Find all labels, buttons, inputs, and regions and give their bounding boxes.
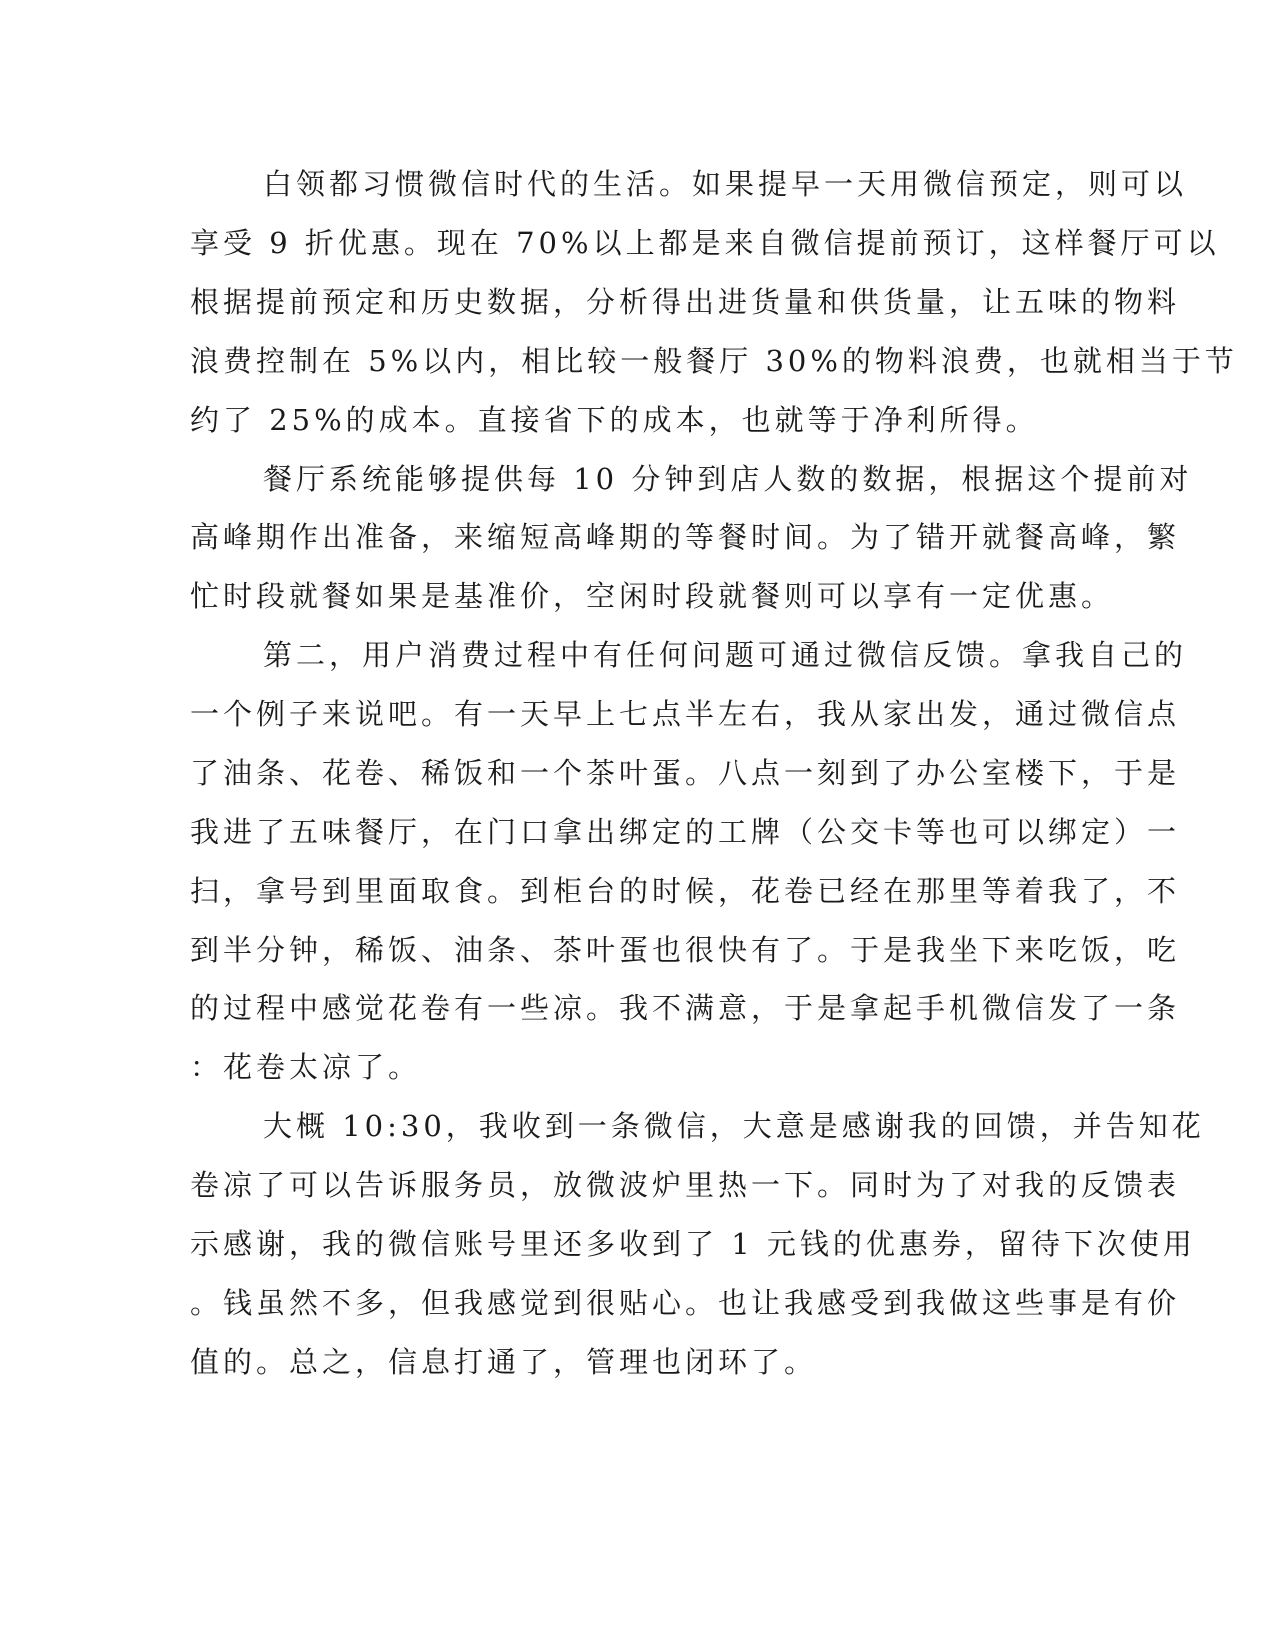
paragraph-line: 根据提前预定和历史数据，分析得出进货量和供货量，让五味的物料 xyxy=(190,285,1181,319)
paragraph-line: 卷凉了可以告诉服务员，放微波炉里热一下。同时为了对我的反馈表 xyxy=(190,1168,1181,1202)
paragraph-line: 大概 10:30，我收到一条微信，大意是感谢我的回馈，并告知花 xyxy=(263,1109,1205,1143)
paragraph-line: 忙时段就餐如果是基准价，空闲时段就餐则可以享有一定优惠。 xyxy=(190,579,1115,613)
paragraph-line: 约了 25%的成本。直接省下的成本，也就等于净利所得。 xyxy=(190,403,1039,437)
paragraph-line: 。钱虽然不多，但我感觉到很贴心。也让我感受到我做这些事是有价 xyxy=(190,1286,1181,1320)
paragraph-line: 的过程中感觉花卷有一些凉。我不满意，于是拿起手机微信发了一条 xyxy=(190,991,1181,1025)
paragraph-line: ：花卷太凉了。 xyxy=(190,1050,422,1084)
paragraph-line: 了油条、花卷、稀饭和一个茶叶蛋。八点一刻到了办公室楼下，于是 xyxy=(190,756,1181,790)
paragraph-line: 扫，拿号到里面取食。到柜台的时候，花卷已经在那里等着我了，不 xyxy=(190,874,1181,908)
paragraph-line: 我进了五味餐厅，在门口拿出绑定的工牌（公交卡等也可以绑定）一 xyxy=(190,815,1181,849)
paragraph-line: 高峰期作出准备，来缩短高峰期的等餐时间。为了错开就餐高峰，繁 xyxy=(190,520,1181,554)
paragraph-line: 第二，用户消费过程中有任何问题可通过微信反馈。拿我自己的 xyxy=(263,638,1188,672)
paragraph-line: 白领都习惯微信时代的生活。如果提早一天用微信预定，则可以 xyxy=(263,167,1188,201)
paragraph-line: 示感谢，我的微信账号里还多收到了 1 元钱的优惠券，留待下次使用 xyxy=(190,1227,1196,1261)
paragraph-line: 到半分钟，稀饭、油条、茶叶蛋也很快有了。于是我坐下来吃饭，吃 xyxy=(190,933,1181,967)
paragraph-line: 餐厅系统能够提供每 10 分钟到店人数的数据，根据这个提前对 xyxy=(263,462,1193,496)
paragraph-line: 享受 9 折优惠。现在 70%以上都是来自微信提前预订，这样餐厅可以 xyxy=(190,226,1220,260)
paragraph-line: 一个例子来说吧。有一天早上七点半左右，我从家出发，通过微信点 xyxy=(190,697,1181,731)
paragraph-line: 浪费控制在 5%以内，相比较一般餐厅 30%的物料浪费，也就相当于节 xyxy=(190,344,1238,378)
paragraph-line: 值的。总之，信息打通了，管理也闭环了。 xyxy=(190,1345,818,1379)
